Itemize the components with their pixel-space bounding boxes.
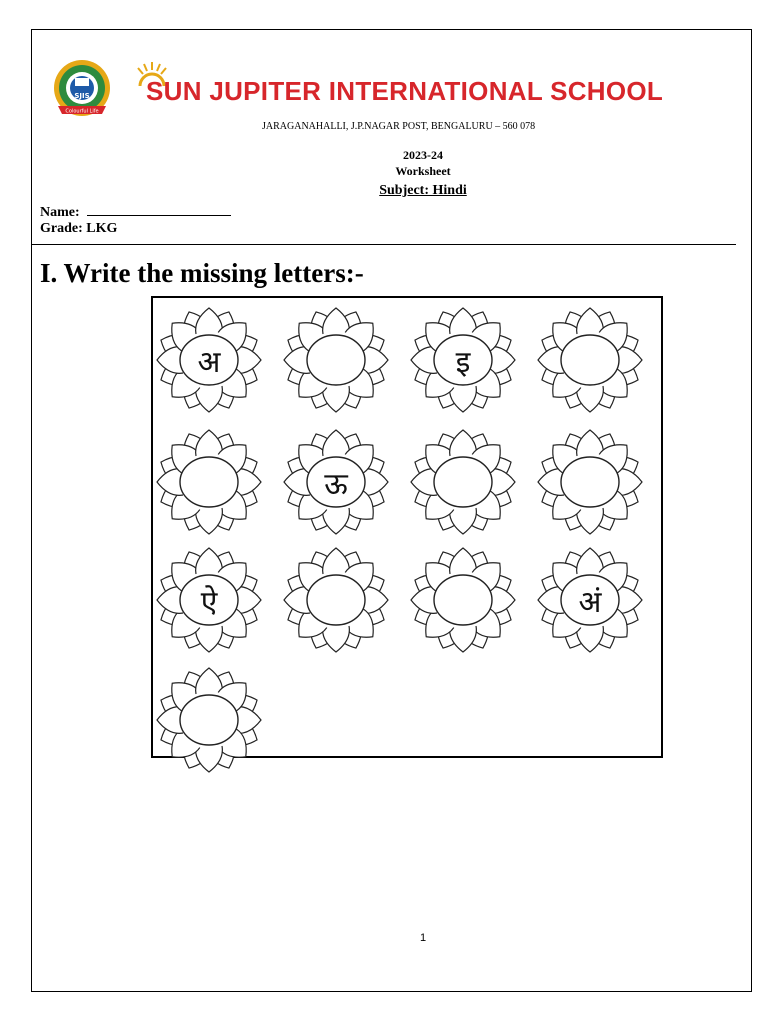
lotus-flower[interactable] [407, 544, 519, 656]
flower-letter [407, 544, 519, 656]
doc-type: Worksheet [395, 164, 451, 178]
exercise-box [151, 296, 663, 758]
flower-letter: इ [455, 344, 471, 380]
flower-letter: अं [578, 584, 602, 620]
flower-letter [407, 426, 519, 538]
flower-letter: ऐ [200, 584, 218, 620]
flower-letter [153, 426, 265, 538]
lotus-flower[interactable] [534, 304, 646, 416]
lotus-flower [153, 304, 265, 416]
name-label: Name: [40, 205, 80, 220]
school-name: SUN JUPITER INTERNATIONAL SCHOOL [146, 76, 664, 106]
logo-motto: Colourful Life [65, 108, 99, 115]
subject-title: Subject: Hindi [379, 183, 467, 198]
flower-letter [280, 304, 392, 416]
flower-letter [153, 664, 265, 776]
page-number: 1 [419, 932, 427, 944]
lotus-flower[interactable] [534, 426, 646, 538]
lotus-flower [280, 426, 392, 538]
question-title: I. Write the missing letters:- [40, 258, 364, 288]
flower-letter: अ [197, 344, 221, 380]
flower-letter [534, 304, 646, 416]
lotus-flower[interactable] [153, 664, 265, 776]
lotus-flower[interactable] [407, 426, 519, 538]
name-row [40, 202, 231, 221]
logo-text: SJIS [74, 92, 90, 100]
lotus-flower [407, 304, 519, 416]
header-divider [31, 244, 736, 245]
flower-letter [280, 544, 392, 656]
lotus-flower [153, 544, 265, 656]
lotus-flower[interactable] [153, 426, 265, 538]
lotus-flower[interactable] [280, 544, 392, 656]
grade-label: Grade: LKG [40, 221, 118, 236]
school-address: JARAGANAHALLI, J.P.NAGAR POST, BENGALURU – 560 078 [262, 121, 536, 132]
lotus-flower[interactable] [280, 304, 392, 416]
flower-letter [534, 426, 646, 538]
school-logo [44, 56, 134, 120]
academic-year: 2023-24 [403, 148, 443, 162]
name-blank[interactable] [87, 202, 231, 216]
lotus-flower [534, 544, 646, 656]
flower-letter: ऊ [324, 466, 348, 502]
